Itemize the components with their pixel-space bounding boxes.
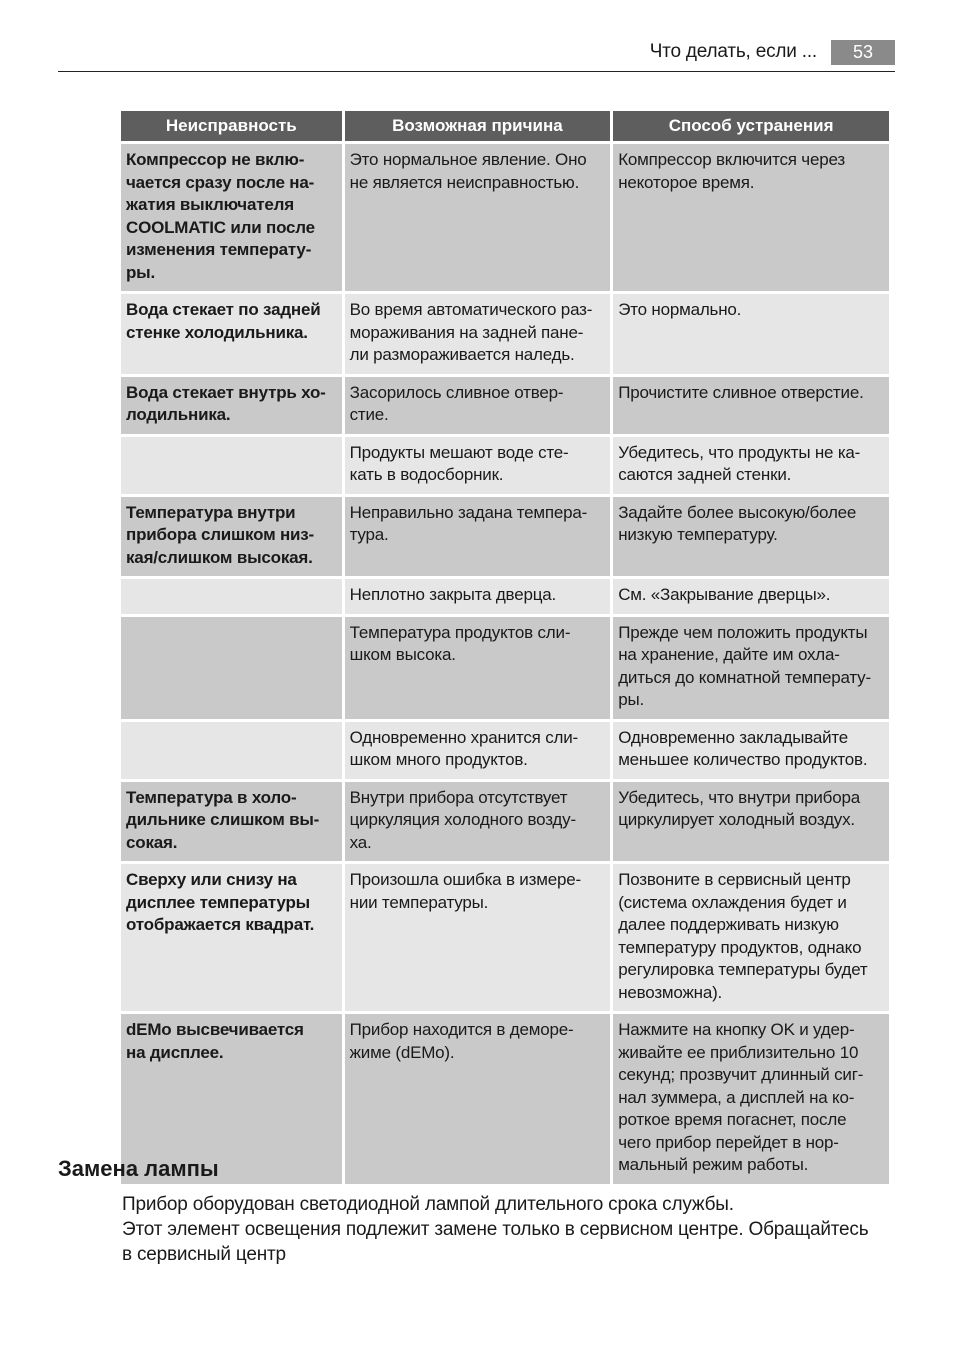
fault-cell [121,722,342,779]
fix-cell: Позвоните в сервисный центр (система охлаждения будет и далее поддерживать низкую температуру продуктов, однако регулировка температуры будет невозможна). [613,864,889,1011]
table-body [121,144,889,1184]
fix-cell: Нажмите на кнопку OK и удер- живайте ее приблизительно 10 секунд; прозвучит длинный сиг- нал зуммера, а дисплей на ко- роткое время погаснет, после чего прибор перейдет в нор- мальный режим работы. [613,1014,889,1184]
section-title: Замена лампы [58,1156,219,1181]
fix-cell: Прочистите сливное отверстие. [613,377,889,434]
page-number: 53 [831,40,895,65]
header-title: Что делать, если ... [649,41,817,62]
column-header-fault: Неисправность [121,111,342,141]
fix-cell: Компрессор включится через некоторое время. [613,144,889,291]
fix-cell: Одновременно закладывайте меньшее количество продуктов. [613,722,889,779]
fault-cell [121,437,342,494]
table-row [121,144,889,291]
troubleshooting-table [118,108,892,1187]
fix-cell: Убедитесь, что внутри прибора циркулирует холодный воздух. [613,782,889,862]
page-header [58,38,895,72]
fix-cell: См. «Закрывание дверцы». [613,579,889,614]
table-row [121,864,889,1011]
table-row [121,437,889,494]
fault-cell: Вода стекает внутрь хо- лодильника. [121,377,342,434]
fault-cell: Сверху или снизу на дисплее температуры отображается квадрат. [121,864,342,1011]
table-row [121,617,889,719]
fault-cell: dEMo высвечивается на дисплее. [121,1014,342,1184]
column-header-cause: Возможная причина [345,111,611,141]
table-header-row [121,111,889,141]
cause-cell: Продукты мешают воде сте- кать в водосборник. [345,437,611,494]
fault-cell: Температура внутри прибора слишком низ- кая/слишком высокая. [121,497,342,577]
cause-cell: Засорилось сливное отвер- стие. [345,377,611,434]
fix-cell: Задайте более высокую/более низкую температуру. [613,497,889,577]
fix-cell: Это нормально. [613,294,889,374]
table-row [121,497,889,577]
table-row [121,377,889,434]
table-row [121,294,889,374]
table-row [121,579,889,614]
paragraph: Этот элемент освещения подлежит замене только в сервисном центре. Обращайтесь в сервисный центр [122,1219,869,1265]
fix-cell: Убедитесь, что продукты не ка- саются задней стенки. [613,437,889,494]
cause-cell: Неправильно задана темпера- тура. [345,497,611,577]
cause-cell: Температура продуктов сли- шком высока. [345,617,611,719]
cause-cell: Прибор находится в деморе- жиме (dEMo). [345,1014,611,1184]
table-row [121,782,889,862]
section-body [122,1192,902,1267]
fault-cell: Компрессор не вклю- чается сразу после на- жатия выключателя COOLMATIC или после изменения температу- ры. [121,144,342,291]
fix-cell: Прежде чем положить продукты на хранение, дайте им охла- диться до комнатной температу- ры. [613,617,889,719]
cause-cell: Неплотно закрыта дверца. [345,579,611,614]
fault-cell: Температура в холо- дильнике слишком вы- сокая. [121,782,342,862]
paragraph: Прибор оборудован светодиодной лампой длительного срока службы. [122,1194,734,1215]
cause-cell: Одновременно хранится сли- шком много продуктов. [345,722,611,779]
cause-cell: Во время автоматического раз- мораживания на задней пане- ли размораживается наледь. [345,294,611,374]
cause-cell: Внутри прибора отсутствует циркуляция холодного возду- ха. [345,782,611,862]
cause-cell: Это нормальное явление. Оно не является неисправностью. [345,144,611,291]
cause-cell: Произошла ошибка в измере- нии температуры. [345,864,611,1011]
fault-cell [121,579,342,614]
column-header-fix: Способ устранения [613,111,889,141]
table-row [121,722,889,779]
fault-cell: Вода стекает по задней стенке холодильника. [121,294,342,374]
table-row [121,1014,889,1184]
fault-cell [121,617,342,719]
